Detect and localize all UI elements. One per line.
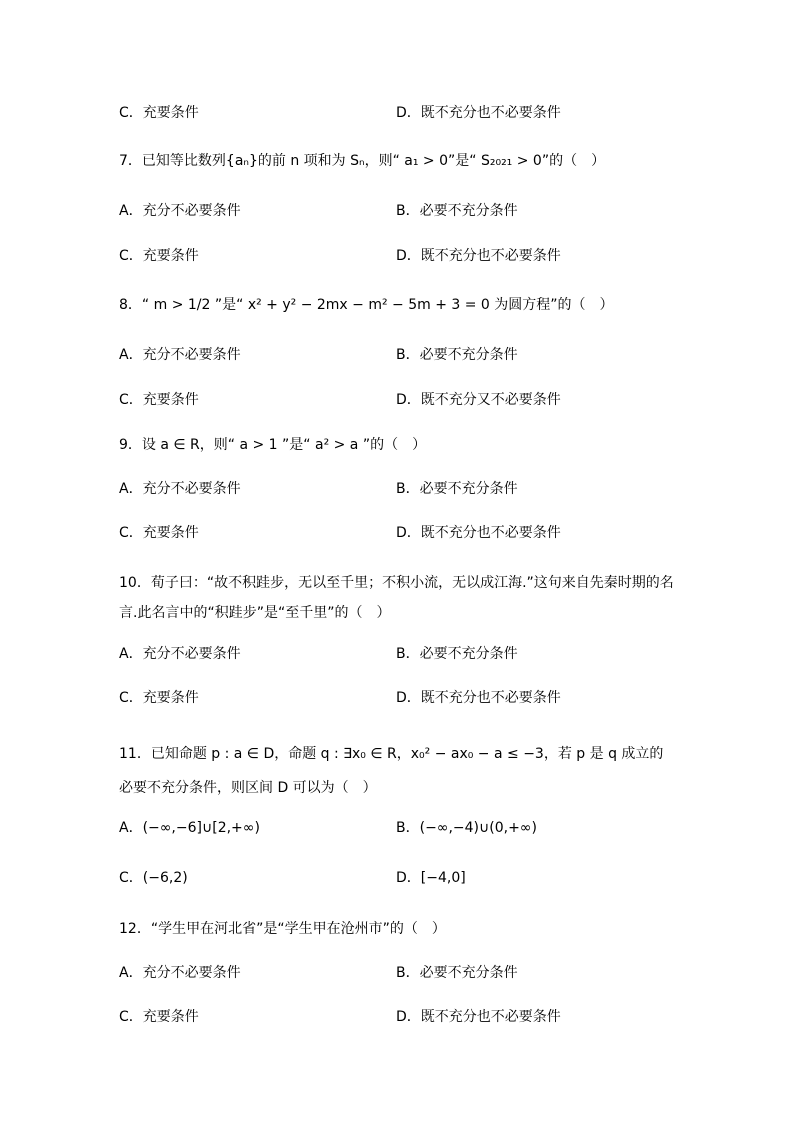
q7-option-d: D．既不充分也不必要条件 <box>396 248 561 264</box>
q10-options-row-1 <box>119 643 679 665</box>
q11-option-d: D．[−4,0] <box>396 870 466 886</box>
q8-option-a: A．充分不必要条件 <box>119 347 241 363</box>
q7-option-a: A．充分不必要条件 <box>119 203 241 219</box>
q9-options-row-1 <box>119 478 679 500</box>
q9-option-a: A．充分不必要条件 <box>119 481 241 497</box>
q12-stem: 12．“学生甲在河北省”是“学生甲在沧州市”的（ ） <box>119 921 446 937</box>
q11-options-row-1 <box>119 817 679 839</box>
q10-option-d: D．既不充分也不必要条件 <box>396 690 561 706</box>
q10-option-c: C．充要条件 <box>119 690 199 706</box>
q8-option-c: C．充要条件 <box>119 392 199 408</box>
q9-stem: 9．设 a ∈ R，则“ a > 1 ”是“ a² > a ”的（ ） <box>119 437 427 453</box>
q12-options-row-1 <box>119 962 679 984</box>
q12-option-d: D．既不充分也不必要条件 <box>396 1009 561 1025</box>
q9-option-d: D．既不充分也不必要条件 <box>396 525 561 541</box>
q10-option-a: A．充分不必要条件 <box>119 646 241 662</box>
q8-options-row-1 <box>119 344 679 366</box>
q9-option-c: C．充要条件 <box>119 525 199 541</box>
q12-option-b: B．必要不充分条件 <box>396 965 518 981</box>
q11-options-row-2 <box>119 867 679 889</box>
q6-option-d: D．既不充分也不必要条件 <box>396 105 561 121</box>
q6-option-c: C．充要条件 <box>119 105 199 121</box>
q9-options-row-2 <box>119 522 679 544</box>
q10-stem: 10．荀子曰：“故不积跬步，无以至千里；不积小流，无以成江海.”这句来自先秦时期的名言.此名言中的“积跬步”是“至千里”的（ ） <box>119 575 674 621</box>
q8-stem: 8．“ m > 1/2 ”是“ x² + y² − 2mx − m² − 5m + 3 = 0 为圆方程”的（ ） <box>119 297 614 313</box>
q7-options-row-1 <box>119 200 679 222</box>
q8-option-b: B．必要不充分条件 <box>396 347 518 363</box>
q11-option-c: C．(−6,2) <box>119 870 188 886</box>
q7-stem: 7．已知等比数列{aₙ}的前 n 项和为 Sₙ，则“ a₁ > 0”是“ S₂₀₂₁ > 0”的（ ） <box>119 153 606 169</box>
q12-options-row-2 <box>119 1006 679 1028</box>
q11-option-a: A．(−∞,−6]∪[2,+∞) <box>119 820 260 836</box>
q7-option-b: B．必要不充分条件 <box>396 203 518 219</box>
q12-option-a: A．充分不必要条件 <box>119 965 241 981</box>
q9-option-b: B．必要不充分条件 <box>396 481 518 497</box>
q11-stem: 11．已知命题 p : a ∈ D，命题 q : ∃x₀ ∈ R，x₀² − ax₀ − a ≤ −3，若 p 是 q 成立的必要不充分条件，则区间 D 可以为（ ） <box>119 746 664 796</box>
q7-option-c: C．充要条件 <box>119 248 199 264</box>
q8-options-row-2 <box>119 389 679 411</box>
q10-option-b: B．必要不充分条件 <box>396 646 518 662</box>
q12-option-c: C．充要条件 <box>119 1009 199 1025</box>
q11-option-b: B．(−∞,−4)∪(0,+∞) <box>396 820 537 836</box>
q6-options-row <box>119 102 679 124</box>
q7-options-row-2 <box>119 245 679 267</box>
q8-option-d: D．既不充分又不必要条件 <box>396 392 561 408</box>
q10-options-row-2 <box>119 687 679 709</box>
